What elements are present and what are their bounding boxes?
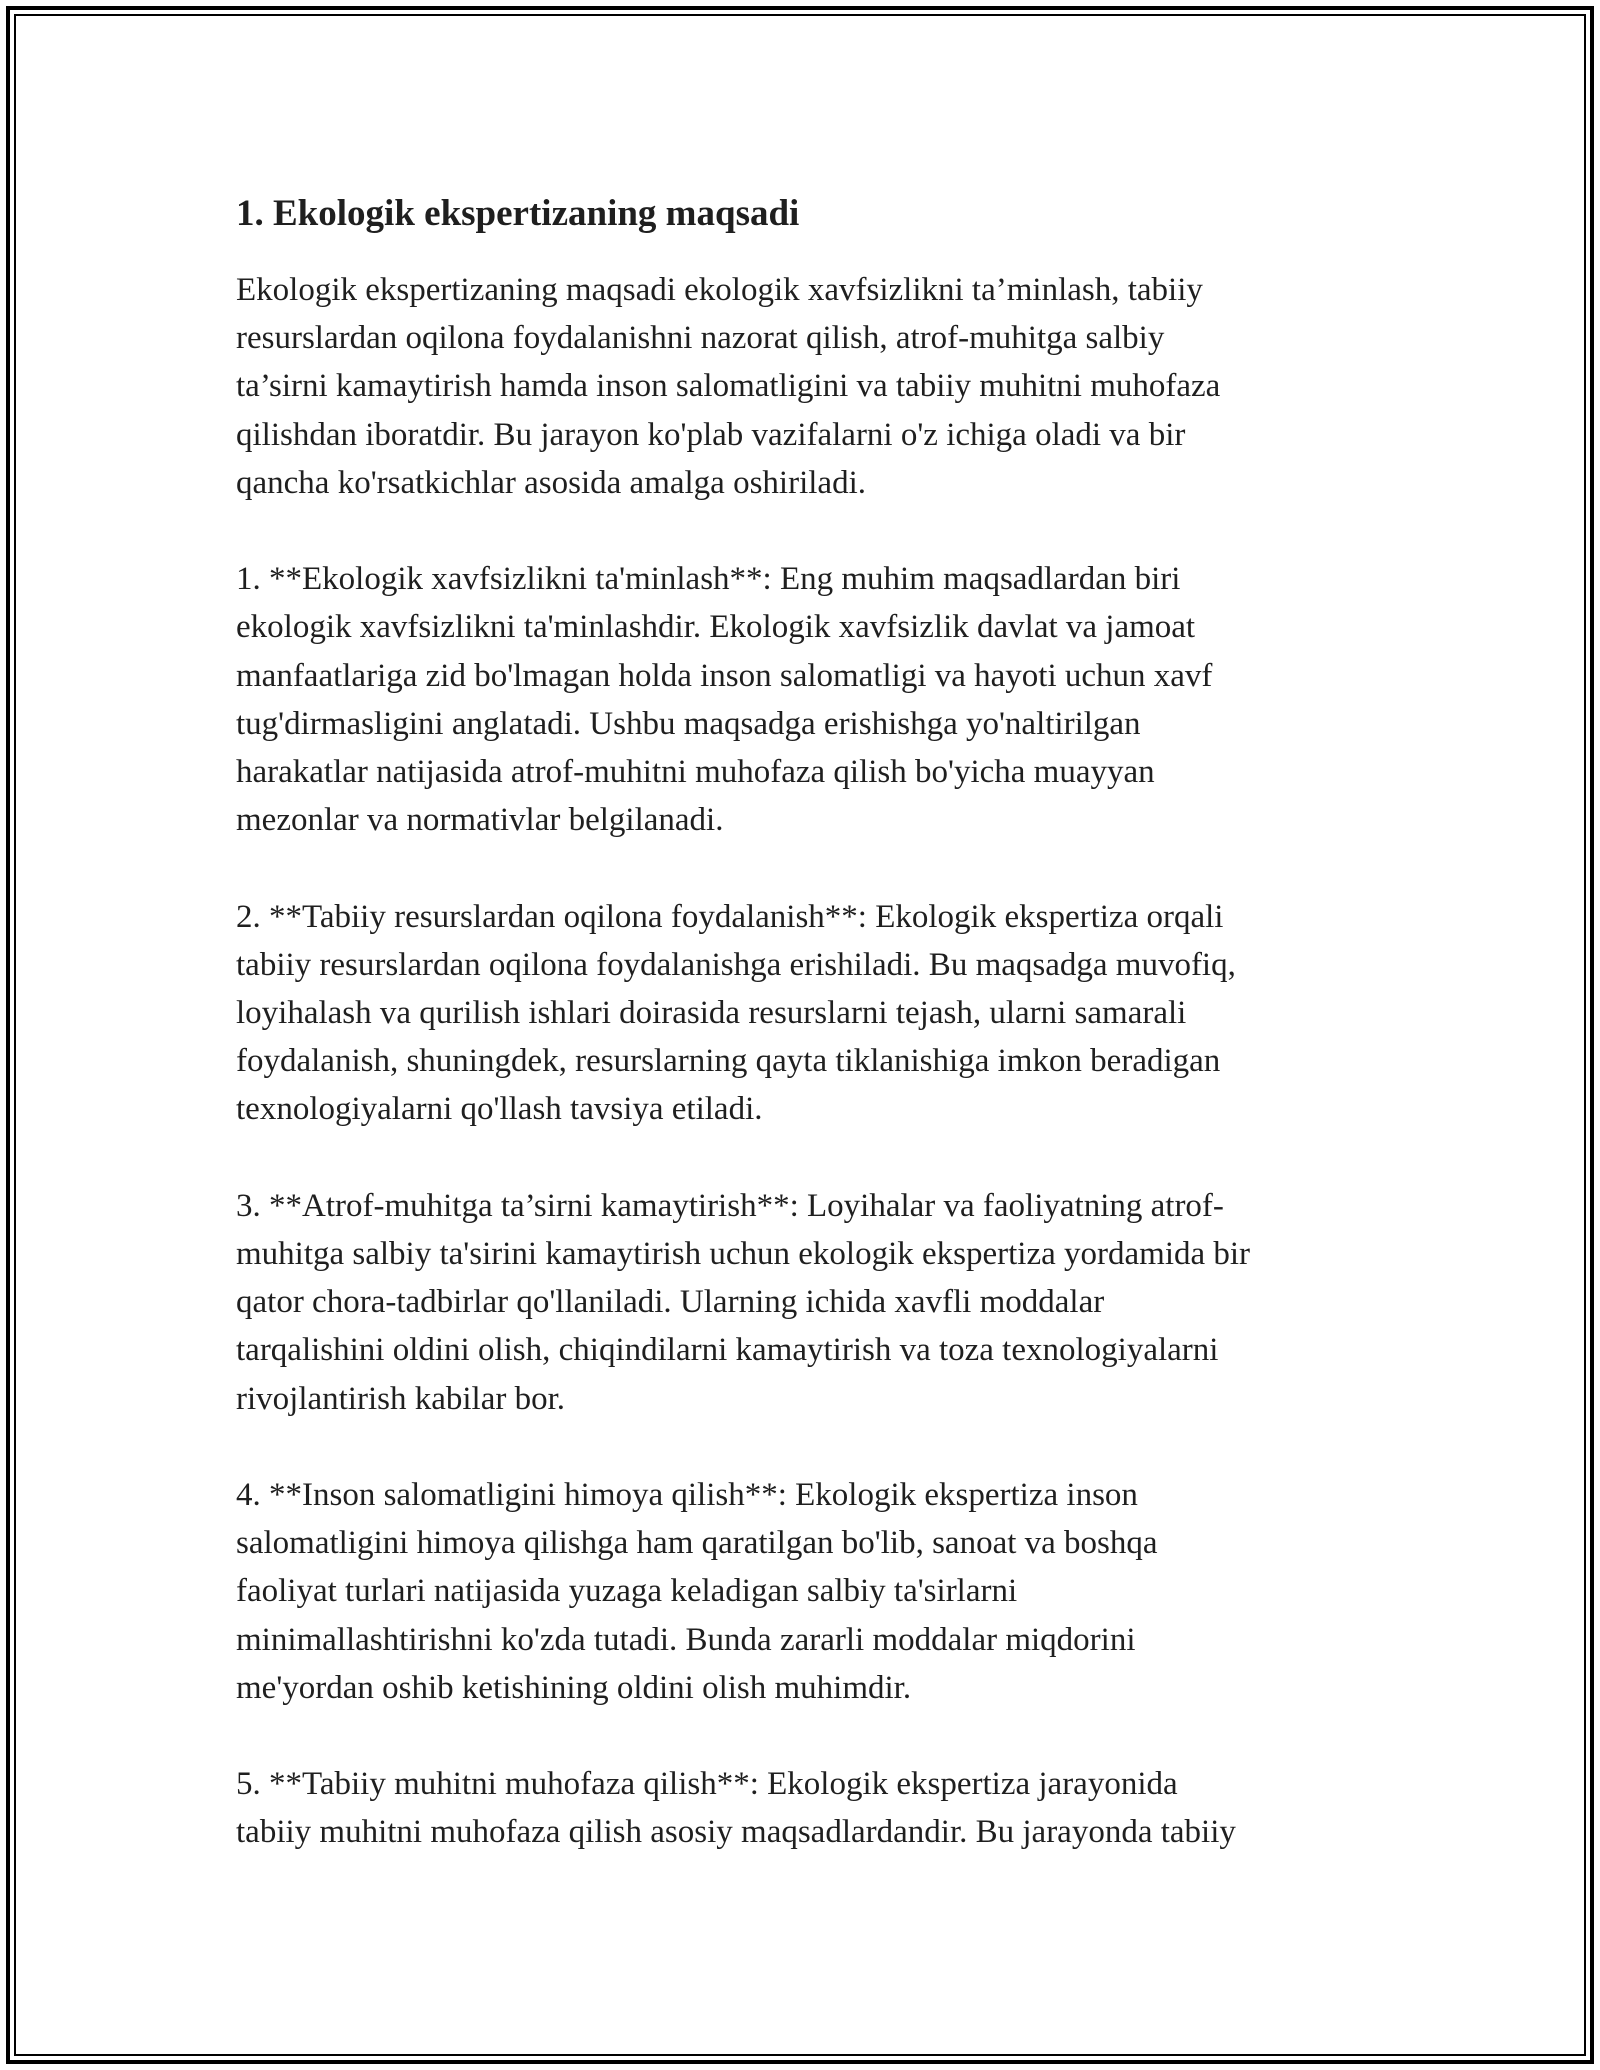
list-item-paragraph-1 [236,555,1376,844]
text-line: me'yordan oshib ketishining oldini olish muhimdir. [236,1669,912,1706]
list-item-paragraph-5 [236,1760,1376,1856]
text-line: qator chora-tadbirlar qo'llaniladi. Ularning ichida xavfli moddalar [236,1284,1105,1321]
intro-paragraph [236,266,1376,507]
text-line: 3. **Atrof-muhitga ta’sirni kamaytirish**: Loyihalar va faoliyatning atrof- [236,1187,1224,1224]
text-line: Ekologik ekspertizaning maqsadi ekologik xavfsizlikni ta’minlash, tabiiy [236,272,1203,308]
text-line: foydalanish, shuningdek, resurslarning qayta tiklanishiga imkon beradigan [236,1043,1221,1080]
text-line: resurslardan oqilona foydalanishni nazorat qilish, atrof-muhitga salbiy [236,320,1165,357]
text-line: ta’sirni kamaytirish hamda inson salomatligini va tabiiy muhitni muhofaza [236,368,1221,405]
text-line: mezonlar va normativlar belgilanadi. [236,802,724,839]
text-line: texnologiyalarni qo'llash tavsiya etiladi. [236,1091,763,1128]
text-line: faoliyat turlari natijasida yuzaga keladigan salbiy ta'sirlarni [236,1573,1018,1610]
text-line: tabiiy resurslardan oqilona foydalanishga erishiladi. Bu maqsadga muvofiq, [236,946,1236,983]
text-line: muhitga salbiy ta'sirini kamaytirish uchun ekologik ekspertiza yordamida bir [236,1236,1251,1273]
section-heading: 1. Ekologik ekspertizaning maqsadi [236,193,800,234]
text-line: tabiiy muhitni muhofaza qilish asosiy maqsadlardandir. Bu jarayonda tabiiy [236,1814,1236,1851]
list-item-paragraph-2 [236,893,1376,1134]
text-line: qancha ko'rsatkichlar asosida amalga oshiriladi. [236,464,866,501]
text-line: 2. **Tabiiy resurslardan oqilona foydalanish**: Ekologik ekspertiza orqali [236,898,1224,935]
text-line: qilishdan iboratdir. Bu jarayon ko'plab vazifalarni o'z ichiga oladi va bir [236,416,1186,453]
text-line: tug'dirmasligini anglatadi. Ushbu maqsadga erishishga yo'naltirilgan [236,705,1141,742]
document-body [236,188,1376,1905]
text-line: manfaatlariga zid bo'lmagan holda inson salomatligi va hayoti uchun xavf [236,657,1213,694]
text-line: 1. **Ekologik xavfsizlikni ta'minlash**: Eng muhim maqsadlardan biri [236,561,1181,598]
text-line: ekologik xavfsizlikni ta'minlashdir. Ekologik xavfsizlik davlat va jamoat [236,609,1196,646]
text-line: salomatligini himoya qilishga ham qaratilgan bo'lib, sanoat va boshqa [236,1525,1158,1562]
text-line: 4. **Inson salomatligini himoya qilish**: Ekologik ekspertiza inson [236,1477,1138,1514]
text-line: minimallashtirishni ko'zda tutadi. Bunda zararli moddalar miqdorini [236,1621,1136,1658]
list-item-paragraph-4 [236,1471,1376,1712]
list-item-paragraph-3 [236,1182,1376,1423]
text-line: harakatlar natijasida atrof-muhitni muhofaza qilish bo'yicha muayyan [236,754,1155,791]
text-line: 5. **Tabiiy muhitni muhofaza qilish**: Ekologik ekspertiza jarayonida [236,1766,1178,1803]
text-line: tarqalishini oldini olish, chiqindilarni kamaytirish va toza texnologiyalarni [236,1332,1219,1369]
text-line: rivojlantirish kabilar bor. [236,1380,566,1417]
text-line: loyihalash va qurilish ishlari doirasida resurslarni tejash, ularni samarali [236,995,1187,1032]
